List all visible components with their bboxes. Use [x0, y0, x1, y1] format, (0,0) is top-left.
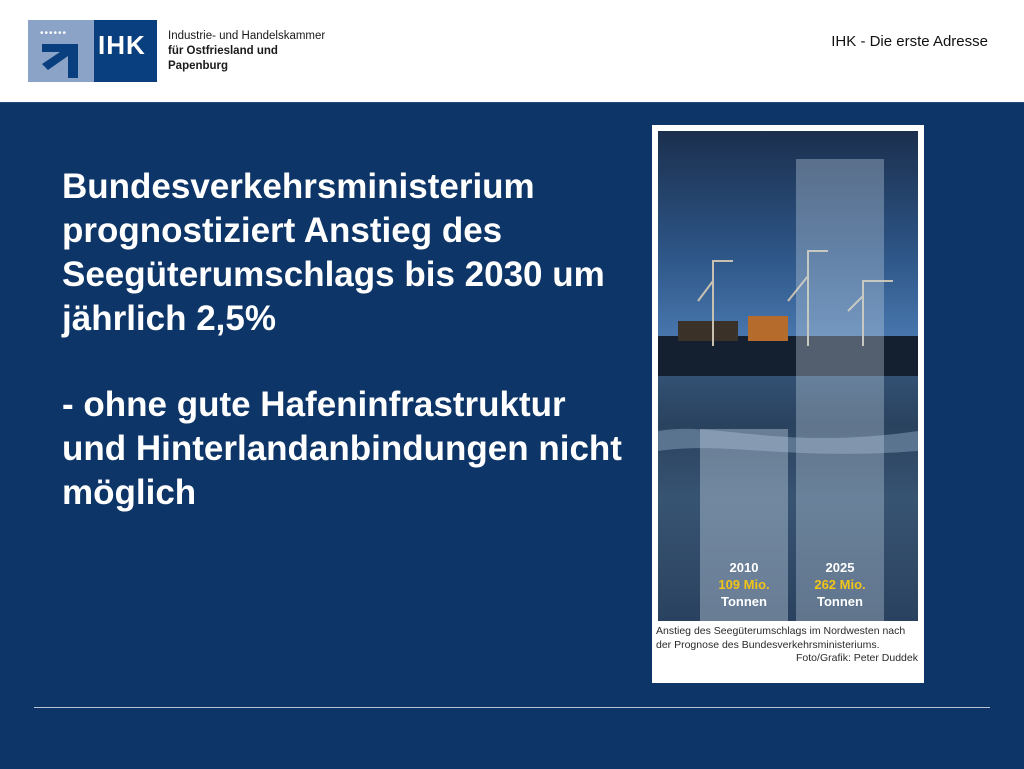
bar-value: 262 Mio.: [814, 577, 866, 592]
caption-credit: Foto/Grafik: Peter Duddek: [796, 652, 918, 664]
bar-unit: Tonnen: [721, 594, 767, 609]
paragraph-infrastructure: - ohne gute Hafeninfrastruktur und Hinterlandanbindungen nicht möglich: [62, 385, 622, 512]
bar-year: 2010: [729, 560, 759, 575]
bar-label-2025: [796, 559, 884, 610]
port-photo-graphic: [658, 131, 918, 621]
logo-abbrev: IHK: [98, 30, 146, 60]
bottom-divider: [34, 707, 990, 708]
logo-text: [168, 29, 328, 74]
port-forecast-figure: [652, 125, 924, 683]
caption-line2: der Prognose des Bundesverkehrsministeriums.: [656, 638, 880, 651]
bar-label-2010: [700, 559, 788, 610]
ihk-logo: [28, 20, 328, 82]
caption-line1: Anstieg des Seegüterumschlags im Nordwesten nach: [656, 625, 906, 637]
bar-unit: Tonnen: [817, 594, 863, 609]
header: [0, 0, 1024, 102]
logo-line2: für Ostfriesland und Papenburg: [168, 45, 278, 72]
logo-line1: Industrie- und Handelskammer: [168, 30, 326, 42]
slide-body: [0, 102, 1024, 769]
bar-value: 109 Mio.: [718, 577, 770, 592]
bar-2025: [796, 159, 884, 621]
paragraph-forecast: Bundesverkehrsministerium prognostiziert Anstieg des Seegüterumschlags bis 2030 um jährlich 2,5%: [62, 167, 605, 338]
bar-year: 2025: [825, 560, 855, 575]
main-text: [62, 165, 622, 515]
tagline: IHK - Die erste Adresse: [831, 33, 988, 50]
figure-caption: [656, 625, 922, 666]
ihk-logo-mark: •••••• IHK: [28, 20, 157, 82]
